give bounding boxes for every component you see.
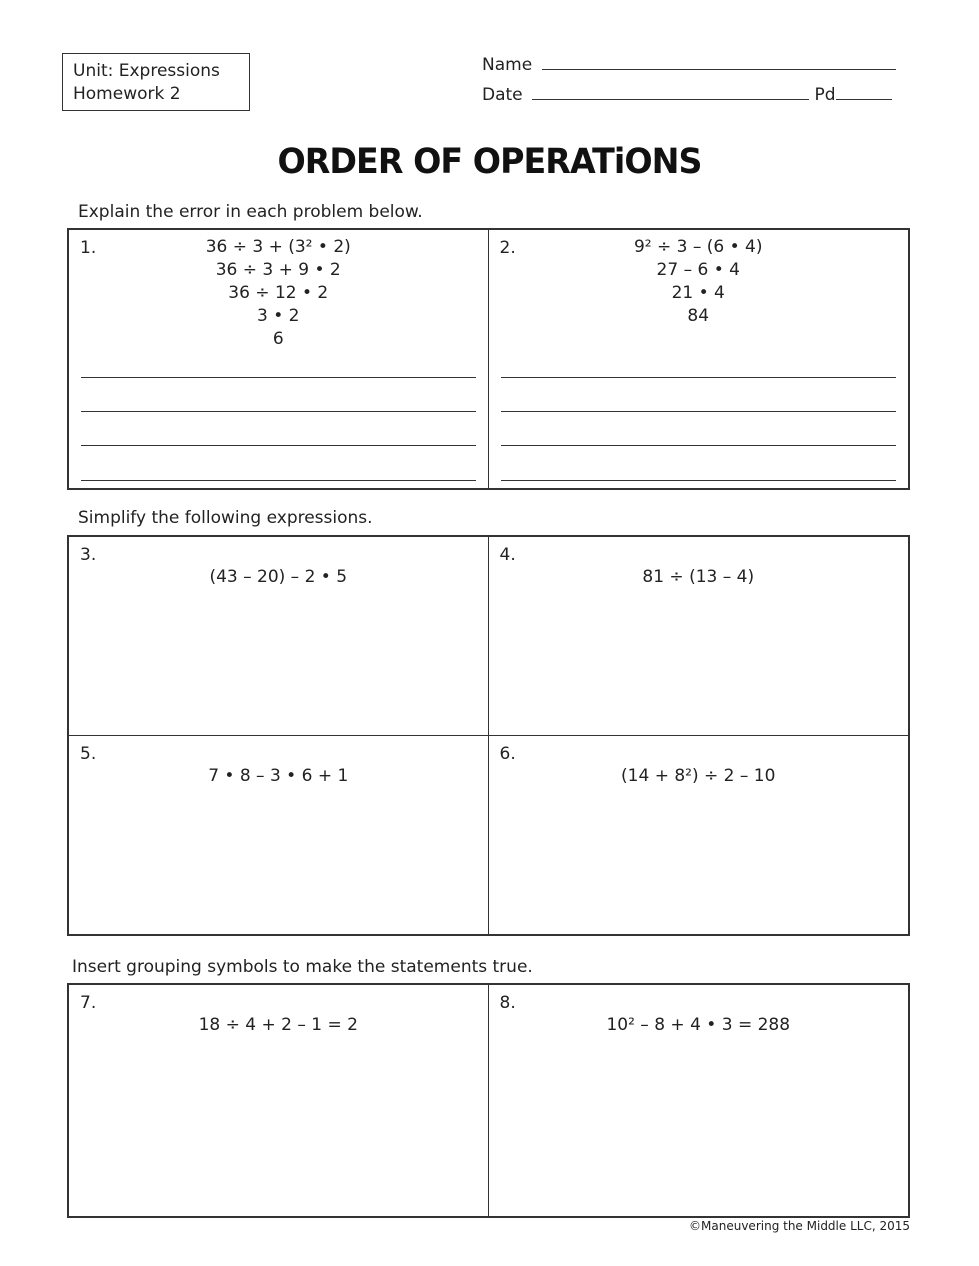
problem-number: 8. (499, 993, 516, 1013)
date-line[interactable] (532, 83, 809, 100)
instruction-3: Insert grouping symbols to make the statements true. (72, 957, 533, 977)
period-line[interactable] (836, 83, 892, 100)
problem-expression: (43 – 20) – 2 • 5 (209, 567, 348, 587)
problem-7[interactable] (69, 985, 489, 1216)
section-simplify (67, 535, 910, 936)
problem-3[interactable] (69, 537, 489, 736)
problem-steps (69, 236, 488, 351)
step: 36 ÷ 3 + (3² • 2) (205, 237, 351, 257)
problem-2 (489, 230, 909, 488)
problem-steps (489, 236, 909, 328)
problem-expression: 7 • 8 – 3 • 6 + 1 (208, 765, 349, 786)
step: 84 (687, 306, 710, 326)
section-grouping (67, 983, 910, 1218)
problem-5[interactable] (69, 736, 489, 935)
problem-number: 7. (80, 993, 97, 1013)
problem-expression: 10² – 8 + 4 • 3 = 288 (606, 1015, 791, 1035)
page-title: ORDER OF OPERATiONS (277, 142, 702, 182)
step: 36 ÷ 3 + 9 • 2 (215, 260, 341, 280)
step: 21 • 4 (671, 283, 725, 303)
answer-line[interactable] (501, 445, 897, 446)
name-line[interactable] (542, 53, 896, 70)
date-label: Date (482, 85, 523, 105)
problem-1 (69, 230, 489, 488)
problem-expression: (14 + 8²) ÷ 2 – 10 (621, 765, 776, 786)
name-label: Name (482, 55, 533, 75)
period-label: Pd (814, 85, 836, 105)
step: 27 – 6 • 4 (656, 260, 740, 280)
unit-box (62, 53, 250, 111)
problem-6[interactable] (489, 736, 909, 935)
answer-line[interactable] (501, 377, 897, 378)
problem-8[interactable] (489, 985, 909, 1216)
problem-4[interactable] (489, 537, 909, 736)
problem-expression: 18 ÷ 4 + 2 – 1 = 2 (198, 1015, 358, 1035)
section-explain-error (67, 228, 910, 490)
answer-line[interactable] (501, 411, 897, 412)
step: 6 (272, 329, 284, 349)
instruction-2: Simplify the following expressions. (78, 508, 373, 528)
step: 36 ÷ 12 • 2 (228, 283, 329, 303)
problem-expression: 81 ÷ (13 – 4) (642, 567, 755, 587)
answer-line[interactable] (81, 445, 476, 446)
problem-number: 5. (80, 743, 97, 764)
problem-number: 3. (80, 545, 97, 565)
name-field[interactable] (482, 53, 896, 75)
answer-line[interactable] (81, 411, 476, 412)
date-field[interactable] (482, 83, 892, 105)
step: 3 • 2 (257, 306, 300, 326)
copyright: ©Maneuvering the Middle LLC, 2015 (689, 1219, 910, 1233)
answer-line[interactable] (501, 480, 897, 481)
problem-number: 6. (499, 743, 516, 764)
problem-number: 1. (80, 238, 97, 258)
answer-line[interactable] (81, 377, 476, 378)
homework-label: Homework 2 (73, 84, 181, 104)
instruction-1: Explain the error in each problem below. (78, 202, 423, 222)
problem-number: 4. (499, 545, 516, 565)
problem-number: 2. (499, 238, 516, 258)
answer-line[interactable] (81, 480, 476, 481)
step: 9² ÷ 3 – (6 • 4) (633, 237, 763, 257)
unit-label: Unit: Expressions (73, 61, 220, 81)
